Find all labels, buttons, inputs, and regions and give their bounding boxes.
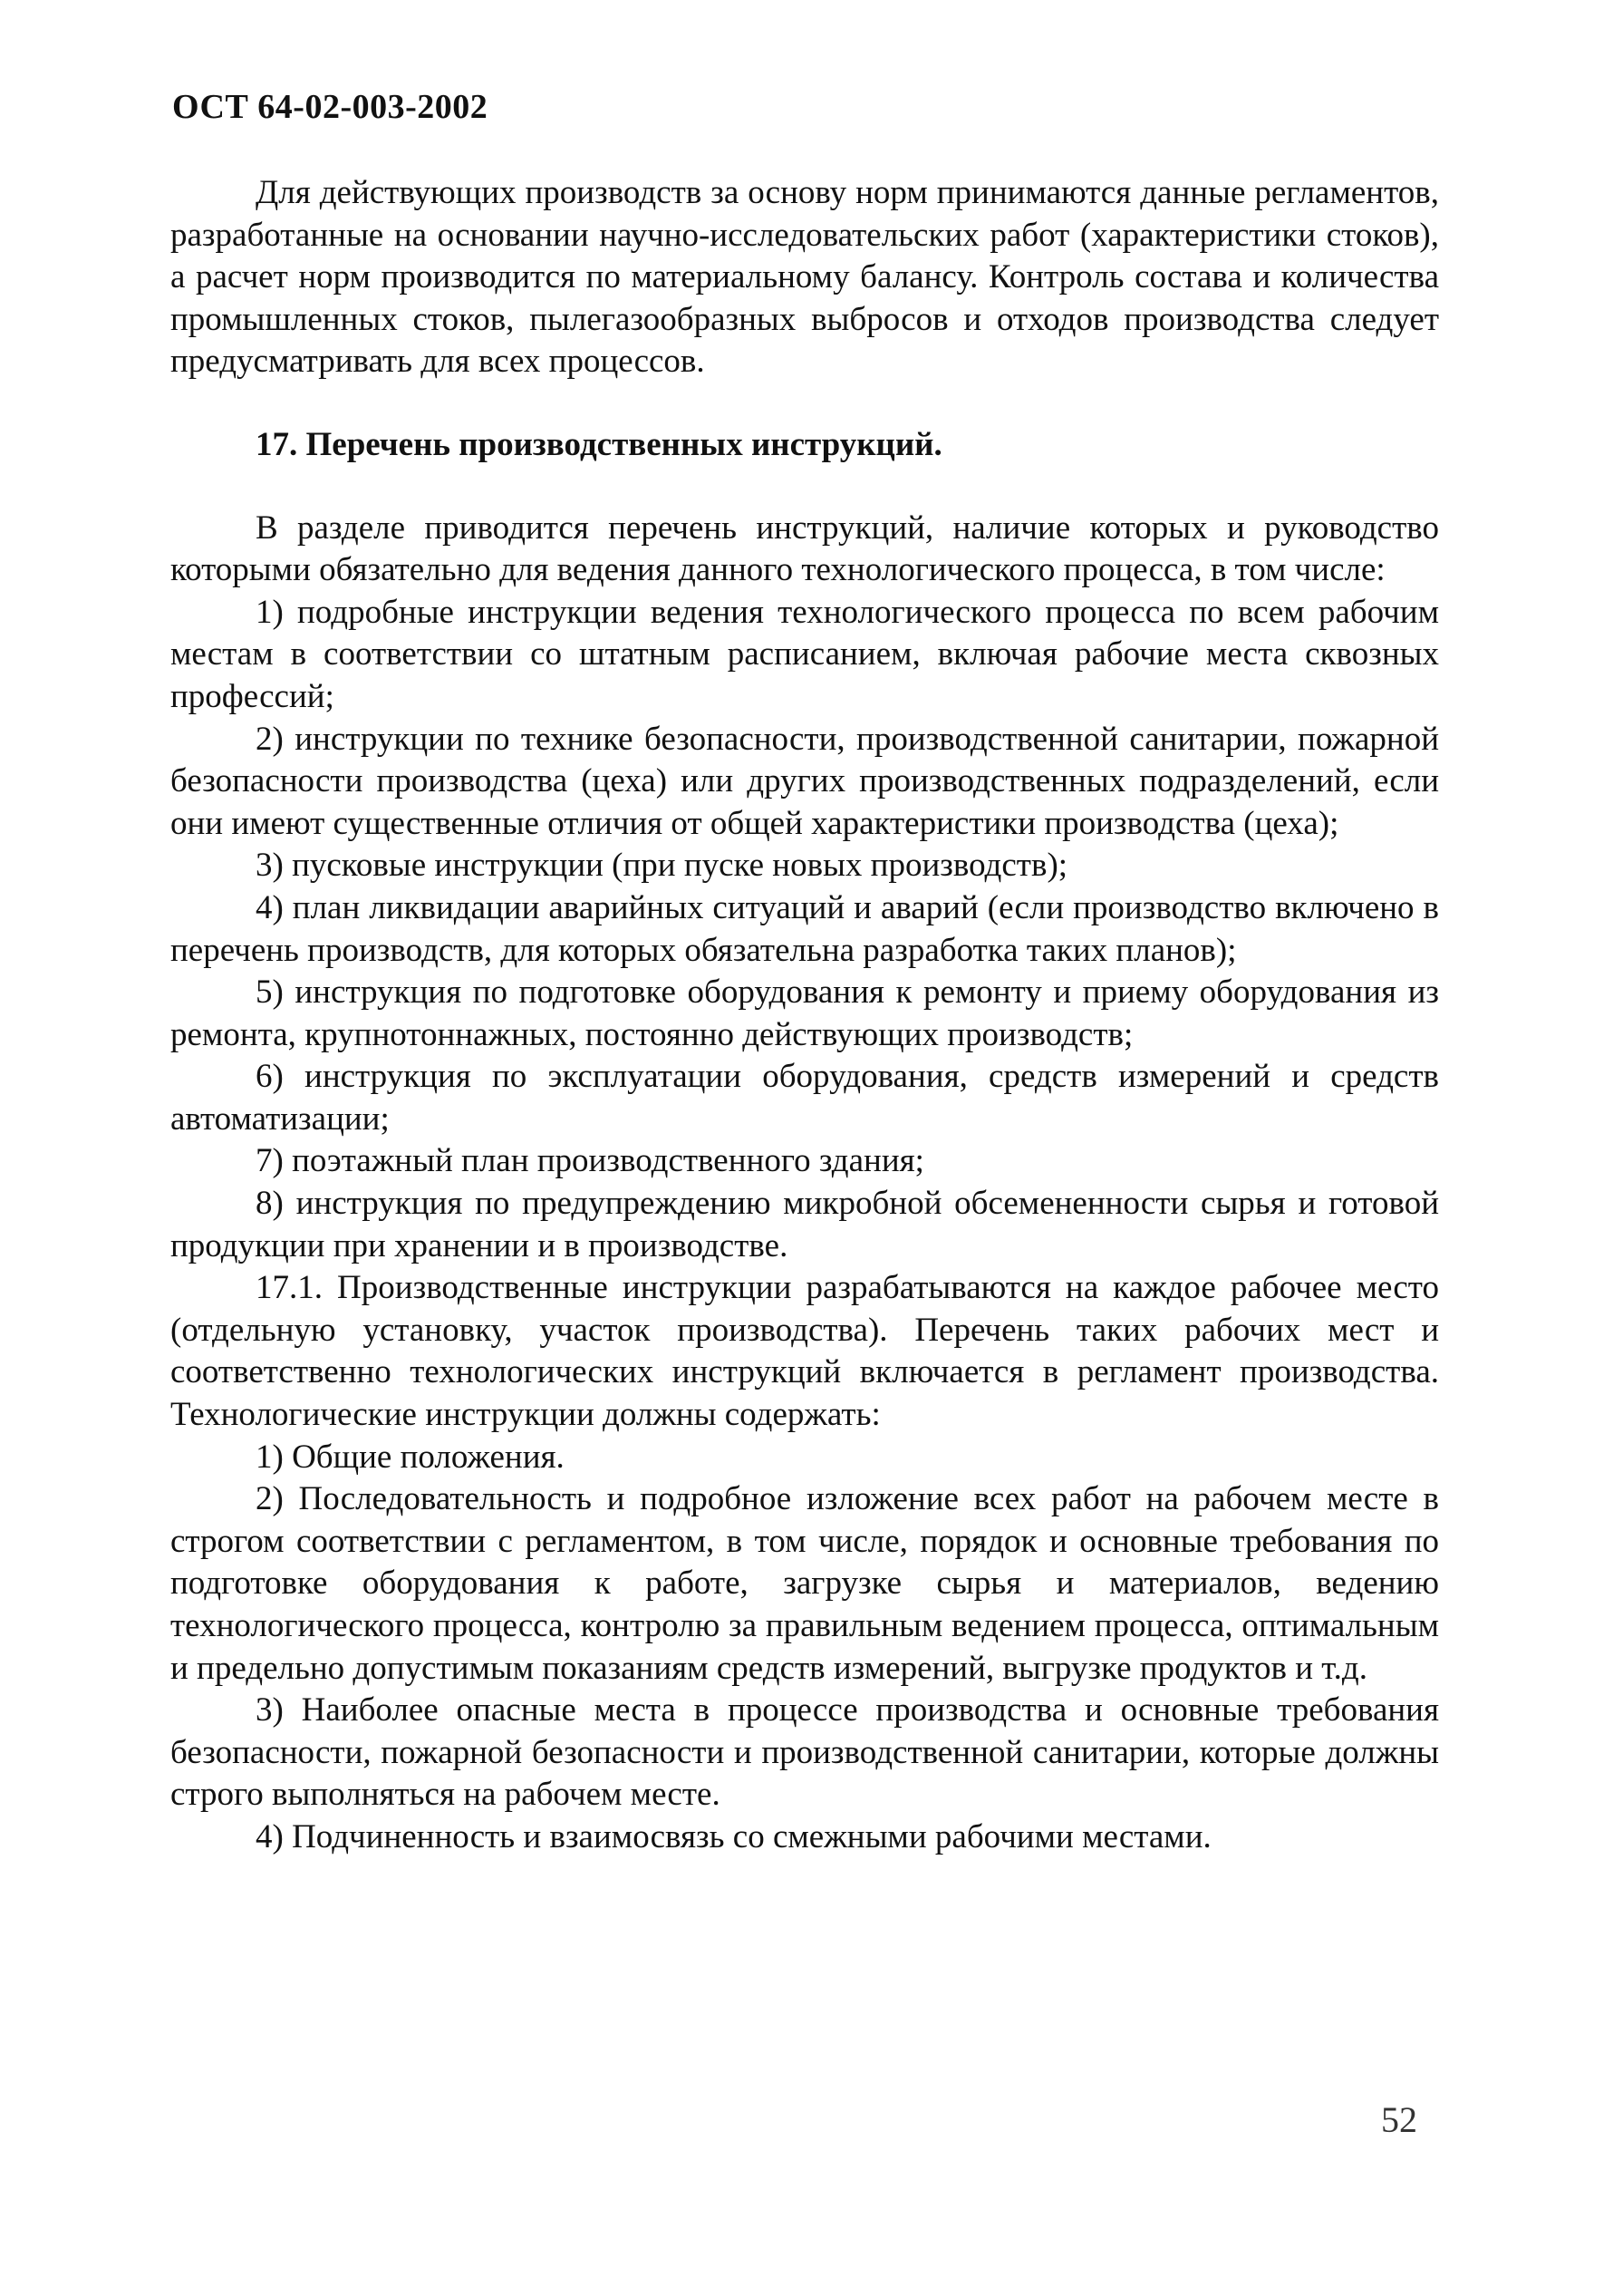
list-item: 3) пусковые инструкции (при пуске новых производств); <box>256 847 1068 885</box>
list-item: 4) план ликвидации аварийных ситуаций и аварий (если производство включено в перечень производств, для которых обязательна разработка таких планов); <box>170 888 1439 969</box>
subsection-paragraph: 17.1. Производственные инструкции разрабатываются на каждое рабочее место (отдельную установку, участок производства). Перечень таких рабочих мест и соответственно технологических инструкций включается в регламент производства. Технологические инструкции должны содержать: <box>170 1269 1439 1434</box>
sub-list-item: 2) Последовательность и подробное изложение всех работ на рабочем месте в строгом соответствии с регламентом, в том числе, порядок и основные требования по подготовке оборудования к работе, загрузке сырья и материалов, ведению технологического процесса, контролю за правильным ведением процесса, оптимальным и предельно допустимым показаниям средств измерений, выгрузке продуктов и т.д. <box>170 1480 1439 1687</box>
list-item: 8) инструкция по предупреждению микробной обсемененности сырья и готовой продукции при хранении и в производстве. <box>170 1185 1439 1264</box>
intro-paragraph: Для действующих производств за основу норм принимаются данные регламентов, разработанные на основании научно-исследовательских работ (характеристики стоков), а расчет норм производится по материальному балансу. Контроль состава и количества промышленных стоков, пылегазообразных выбросов и отходов производства следует предусматривать для всех процессов. <box>170 174 1439 381</box>
page-number: 52 <box>1381 2099 1417 2140</box>
list-item: 5) инструкция по подготовке оборудования к ремонту и приему оборудования из ремонта, крупнотоннажных, постоянно действующих производств; <box>170 974 1439 1053</box>
sub-list-item: 1) Общие положения. <box>256 1438 565 1476</box>
section-heading: 17. Перечень производственных инструкций. <box>256 425 942 463</box>
section-intro-paragraph: В разделе приводится перечень инструкций, наличие которых и руководство которыми обязательно для ведения данного технологического процесса, в том числе: <box>170 509 1439 589</box>
document-code: ОСТ 64-02-003-2002 <box>172 88 488 126</box>
list-item: 7) поэтажный план производственного здания; <box>256 1142 924 1180</box>
page-body <box>170 172 1439 1859</box>
list-item: 6) инструкция по эксплуатации оборудования, средств измерений и средств автоматизации; <box>170 1058 1439 1138</box>
list-item: 2) инструкции по технике безопасности, производственной санитарии, пожарной безопасности производства (цеха) или других производственных подразделений, если они имеют существенные отличия от общей характеристики производства (цеха); <box>170 720 1439 842</box>
list-item: 1) подробные инструкции ведения технологического процесса по всем рабочим местам в соответствии со штатным расписанием, включая рабочие места сквозных профессий; <box>170 593 1439 715</box>
sub-list-item: 3) Наиболее опасные места в процессе производства и основные требования безопасности, пожарной безопасности и производственной санитарии, которые должны строго выполняться на рабочем месте. <box>170 1691 1439 1814</box>
sub-list-item: 4) Подчиненность и взаимосвязь со смежными рабочими местами. <box>256 1817 1212 1855</box>
